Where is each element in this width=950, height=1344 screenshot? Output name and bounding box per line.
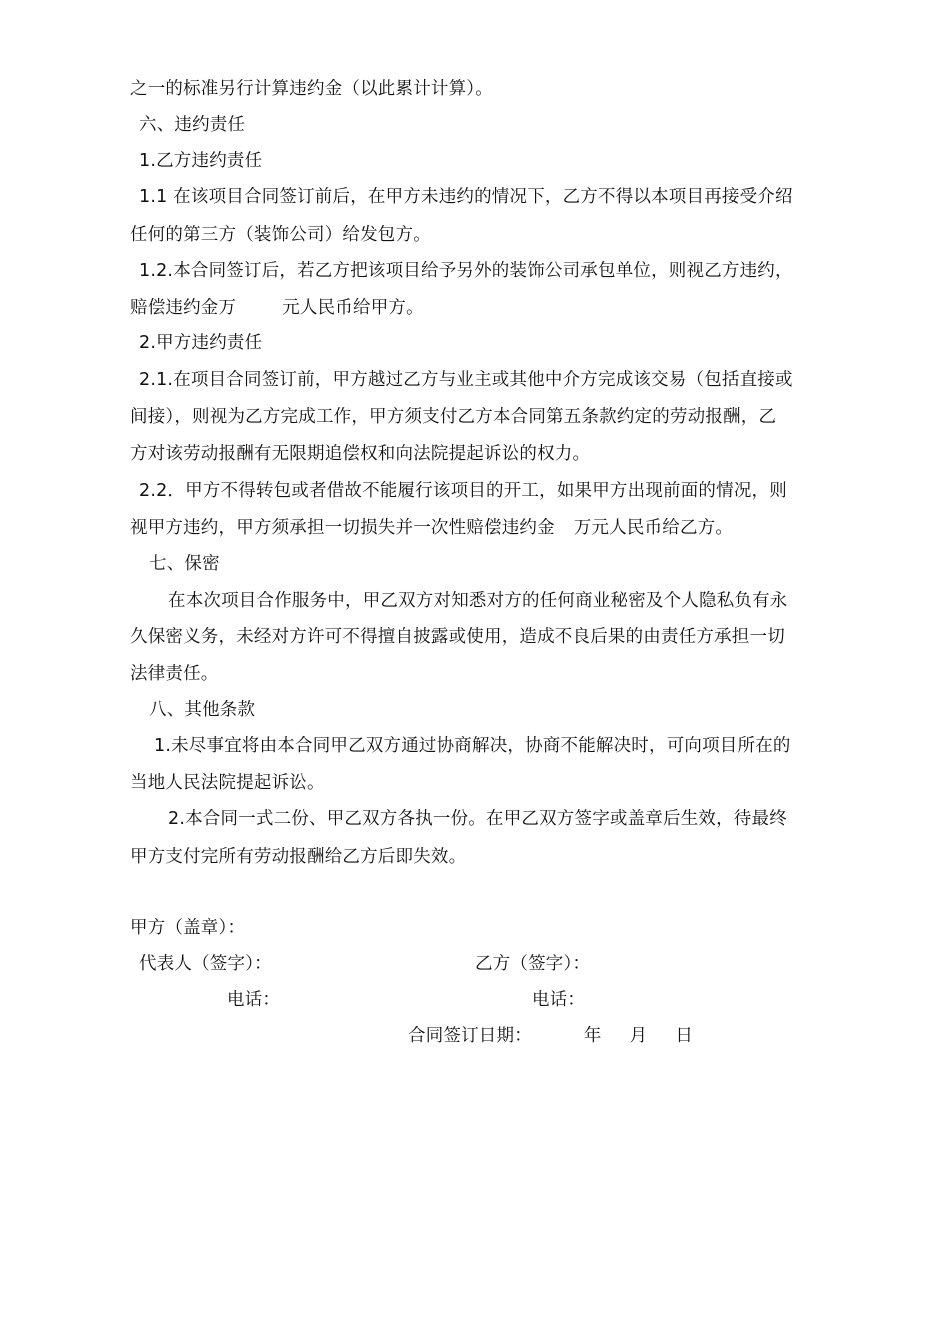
subsection-heading: 2.甲方违约责任 [139, 333, 263, 353]
text-line: 1.1 在该项目合同签订前后，在甲方未违约的情况下，乙方不得以本项目再接受介绍 [139, 187, 793, 207]
phone-a-label: 电话： [227, 990, 281, 1010]
text-fragment: 元人民币给甲方。 [282, 298, 424, 318]
subsection-heading: 1.乙方违约责任 [139, 151, 263, 171]
text-line [130, 517, 733, 539]
text-line: 2.本合同一式二份、甲乙双方各执一份。在甲乙双方签字或盖章后生效，待最终 [168, 809, 787, 829]
text-fragment: 视甲方违约，甲方须承担一切损失并一次性赔偿违约金 [130, 518, 555, 538]
section-heading: 六、违约责任 [139, 115, 246, 135]
party-a-seal-label: 甲方（盖章）： [130, 918, 246, 938]
text-line: 之一的标准另行计算违约金（以此累计计算）。 [130, 79, 493, 99]
sign-date-line [408, 1025, 693, 1047]
text-line: 间接），则视为乙方完成工作，甲方须支付乙方本合同第五条款约定的劳动报酬，乙 [130, 407, 777, 427]
date-month: 月 [629, 1026, 648, 1046]
text-line: 法律责任。 [130, 664, 219, 684]
representative-sign-label: 代表人（签字）： [139, 954, 272, 974]
text-line: 任何的第三方（装饰公司）给发包方。 [130, 225, 431, 245]
text-fragment: 赔偿违约金万 [130, 298, 237, 318]
text-line [130, 297, 424, 319]
text-fragment: 万元人民币给乙方。 [573, 518, 734, 538]
phone-b-label: 电话： [532, 990, 586, 1010]
section-heading: 七、保密 [149, 554, 220, 574]
text-line: 当地人民法院提起诉讼。 [130, 773, 325, 793]
section-heading: 八、其他条款 [149, 700, 256, 720]
text-line: 久保密义务，未经对方许可不得擅自披露或使用，造成不良后果的由责任方承担一切 [130, 627, 785, 647]
text-line: 方对该劳动报酬有无限期追偿权和向法院提起诉讼的权力。 [130, 444, 591, 464]
text-line: 1.未尽事宜将由本合同甲乙双方通过协商解决，协商不能解决时，可向项目所在的 [154, 736, 791, 756]
text-line: 甲方支付完所有劳动报酬给乙方后即失效。 [130, 847, 467, 867]
sign-date-label: 合同签订日期： [408, 1026, 532, 1046]
text-line: 2.2．甲方不得转包或者借故不能履行该项目的开工，如果甲方出现前面的情况，则 [139, 481, 787, 501]
date-year: 年 [583, 1026, 602, 1046]
text-line: 2.1.在项目合同签订前，甲方越过乙方与业主或其他中介方完成该交易（包括直接或 [139, 370, 793, 390]
date-day: 日 [675, 1026, 694, 1046]
party-b-sign-label: 乙方（签字）： [475, 954, 591, 974]
text-line: 在本次项目合作服务中，甲乙双方对知悉对方的任何商业秘密及个人隐私负有永 [168, 591, 788, 611]
text-line: 1.2.本合同签订后，若乙方把该项目给予另外的装饰公司承包单位，则视乙方违约， [139, 261, 793, 281]
